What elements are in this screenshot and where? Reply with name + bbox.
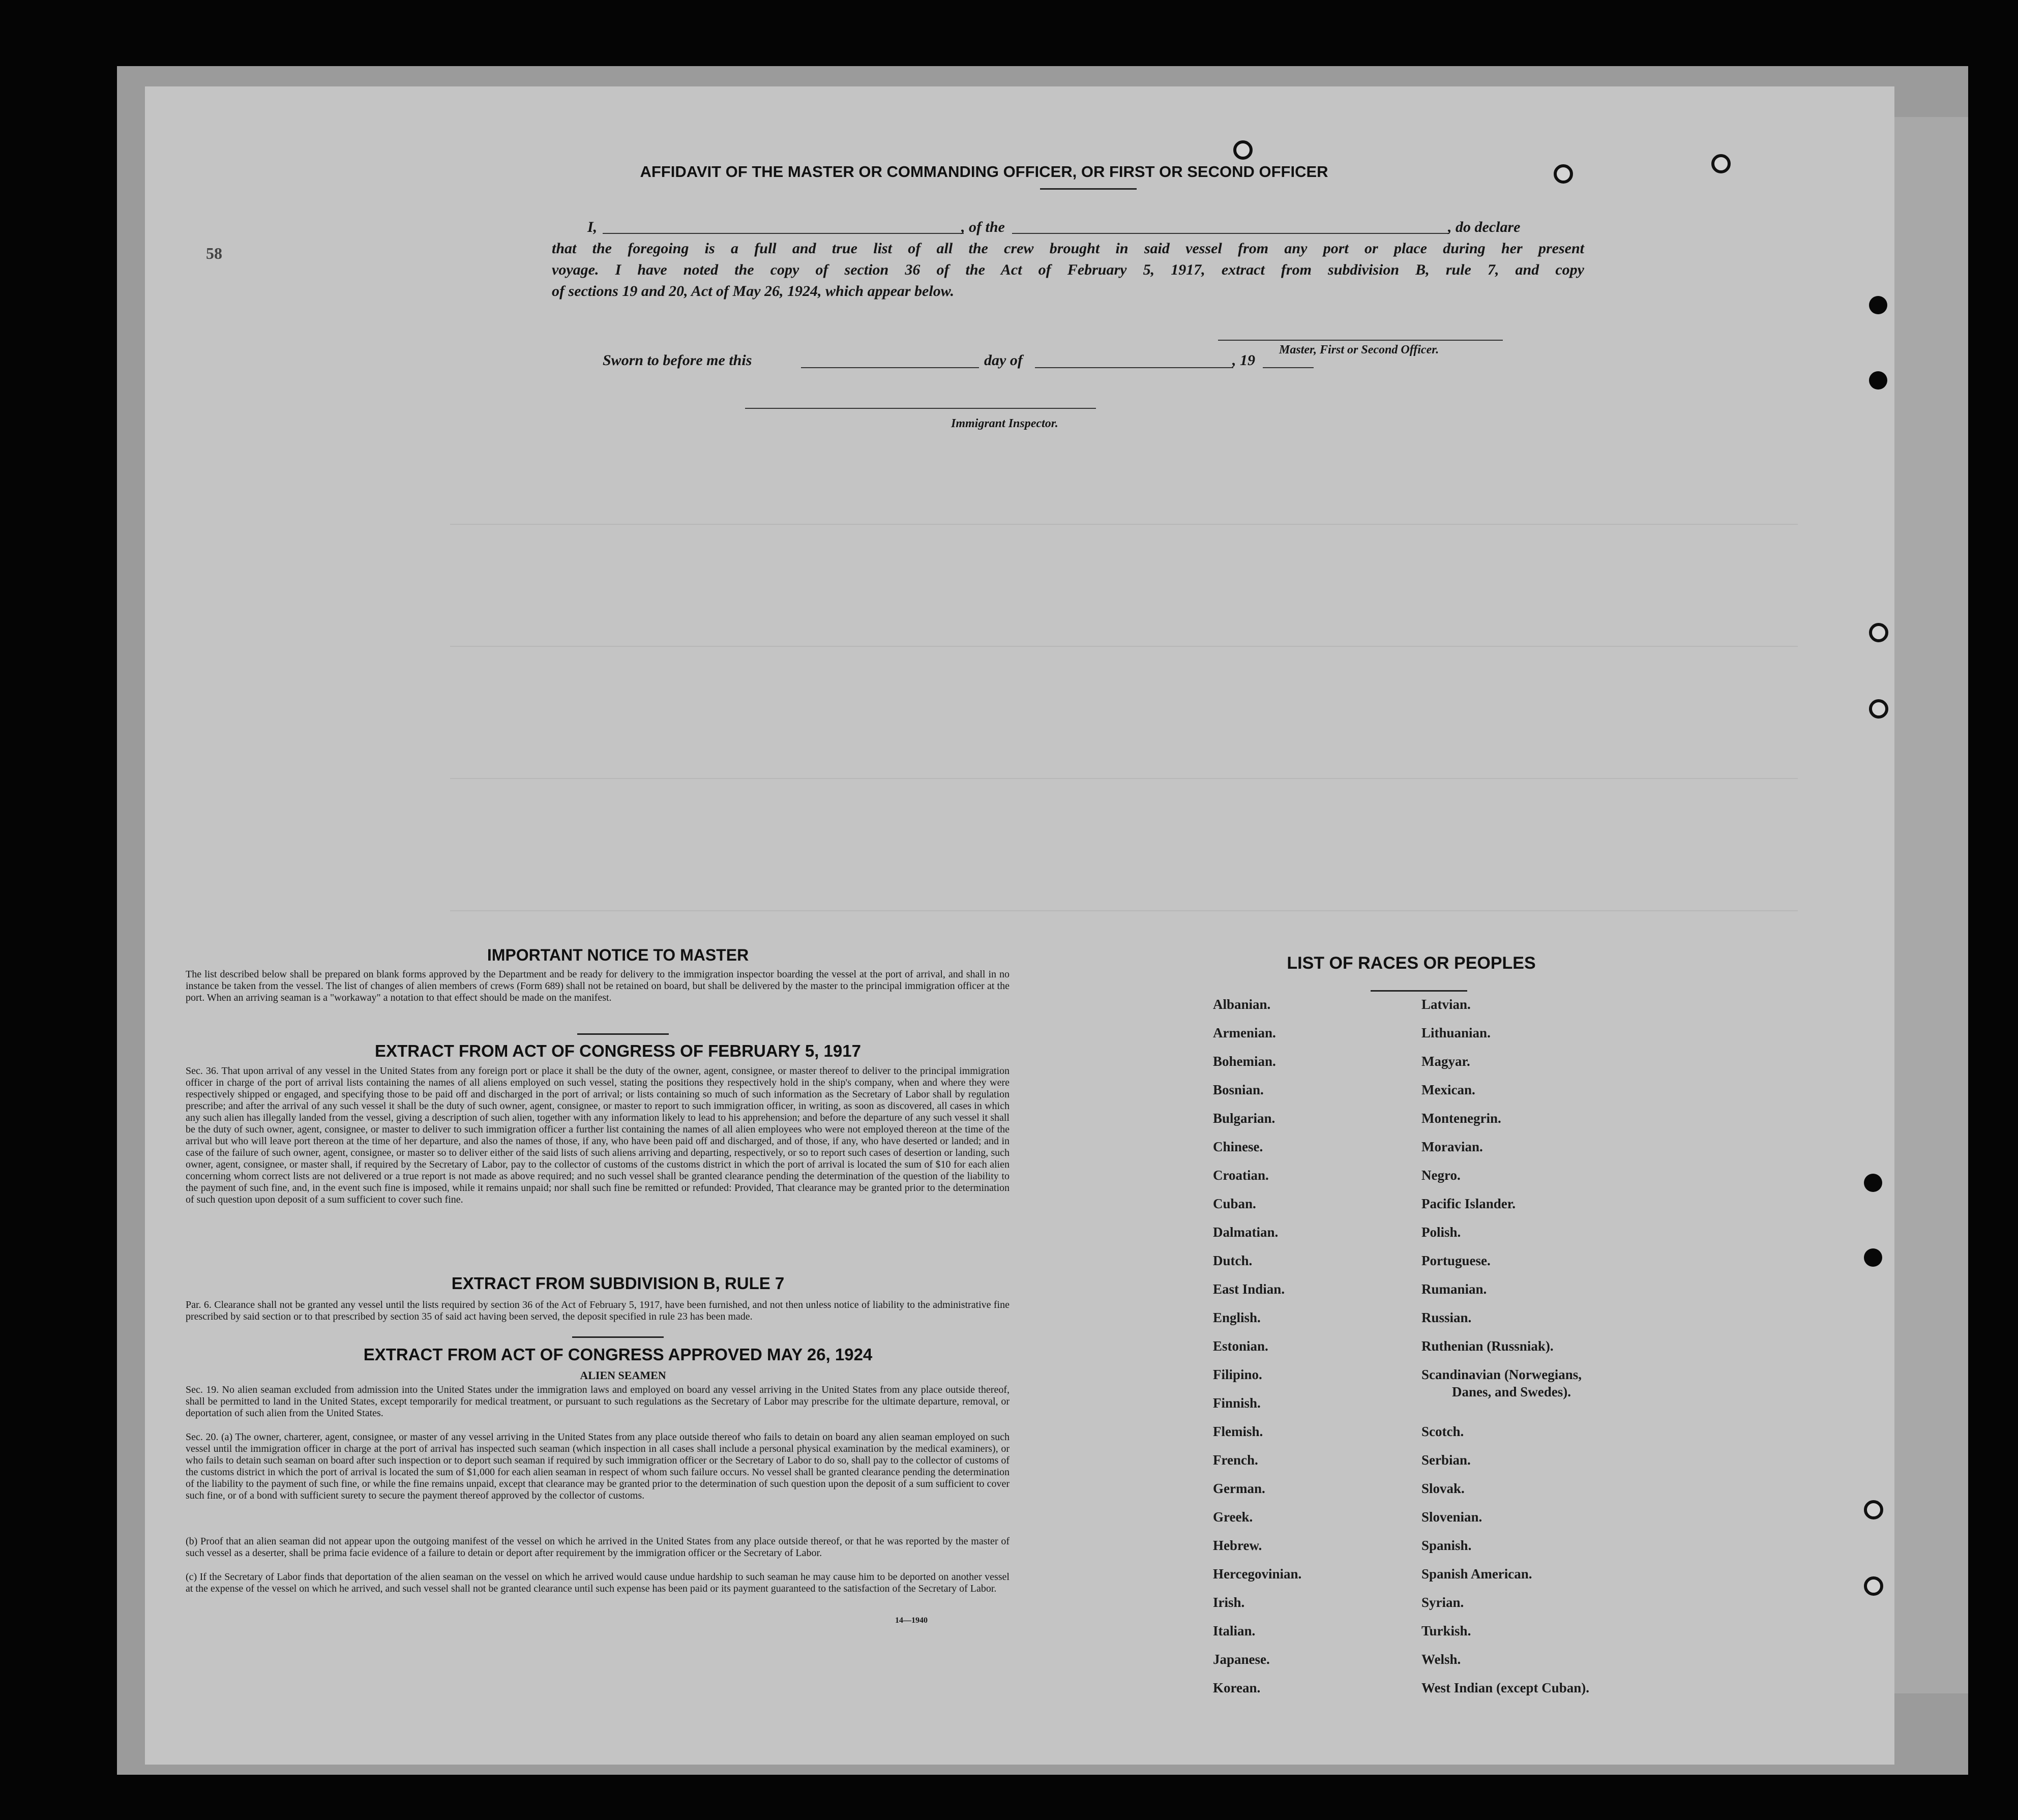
races-title: LIST OF RACES OR PEOPLES — [1287, 953, 1536, 973]
race-item: Pacific Islander. — [1421, 1196, 1516, 1211]
race-item: Scandinavian (Norwegians, — [1421, 1367, 1582, 1382]
punch-hole-icon — [1233, 140, 1253, 160]
extract-1924-sec19: Sec. 19. No alien seaman excluded from admission into the United States under the immigration laws and employed on board any vessel arriving in the United States from any place outside thereof, shall be permitted to land in the United States, except temporarily for medical treatment, or pursuant to such regulations as the Secretary of Labor may prescribe for the ultimate departure, removal, or deportation of such alien from the United States. — [186, 1384, 1010, 1419]
race-item: Hebrew. — [1213, 1538, 1262, 1553]
punch-hole-icon — [1869, 623, 1888, 642]
race-item: Slovenian. — [1421, 1509, 1482, 1525]
race-item: Irish. — [1213, 1595, 1245, 1610]
punch-hole-icon — [1554, 164, 1573, 184]
race-item: Spanish American. — [1421, 1566, 1532, 1582]
affidavit-line-3: voyage. I have noted the copy of section 36 of the Act of February 5, 1917, extract from subdivision B, rule 7, and copy — [552, 261, 1584, 278]
extract-1924-sec20a: Sec. 20. (a) The owner, charterer, agent, consignee, or master of any vessel arriving in the United States from any place outside thereof who fails to detain on board any alien seaman employed on such vessel until the immigration officer in charge at the port of arrival has inspected such seaman (which inspection in all cases shall include a personal physical examination by the medical examiners), or who fails to detain such seaman on board after such inspection or to deport such seaman if required by such immigration officer or the Secretary of Labor to do so, shall pay to the collector of customs of the customs district in which the port of arrival is located the sum of $1,000 for each alien seaman in respect of whom such failure occurs. No vessel shall be granted clearance pending the determination of the liability to the payment of such fine, or while the fine remains unpaid, except that clearance may be granted prior to the determination of such question upon the deposit of a sum sufficient to cover such fine, or of a bond with sufficient surety to secure the payment thereof approved by the collector of customs. — [186, 1431, 1010, 1501]
affidavit-title: AFFIDAVIT OF THE MASTER OR COMMANDING OFFICER, OR FIRST OR SECOND OFFICER — [640, 163, 1328, 181]
extract-1924-sec20c: (c) If the Secretary of Labor finds that deportation of the alien seaman on the vessel on which he arrived would cause undue hardship to such seaman he may cause him to be deported on another vessel at the expense of the vessel on which he arrived, and such vessel shall not be granted clearance until such expense has been paid or its payment guaranteed to the satisfaction of the Secretary of Labor. — [186, 1571, 1010, 1594]
do-declare-label: , do declare — [1448, 219, 1521, 235]
race-item: Hercegovinian. — [1213, 1566, 1302, 1582]
master-signature-line[interactable] — [1218, 340, 1503, 341]
show-through-area — [450, 493, 1823, 1002]
race-item: Korean. — [1213, 1680, 1261, 1695]
extract-1917-title: EXTRACT FROM ACT OF CONGRESS OF FEBRUARY 5, 1917 — [375, 1041, 861, 1060]
race-item: Japanese. — [1213, 1652, 1270, 1667]
day-of-label: day of — [984, 352, 1023, 369]
margin-mark: 58 — [206, 244, 222, 262]
race-item: Latvian. — [1421, 997, 1471, 1012]
extract-rule7-body: Par. 6. Clearance shall not be granted any vessel until the lists required by section 36 of the Act of February 5, 1917, have been furnished, and not then unless notice of liability to the administrative fine prescribed by said section or to that prescribed by section 35 of said act having been served, the deposit specified in rule 23 has been made. — [186, 1299, 1010, 1322]
race-item: Polish. — [1421, 1225, 1461, 1240]
affidavit-line-2: that the foregoing is a full and true list of all the crew brought in said vessel from any port or place during her present — [552, 240, 1584, 257]
sworn-day-blank[interactable] — [801, 367, 979, 368]
sworn-month-blank[interactable] — [1035, 367, 1233, 368]
extract-1924-subtitle: ALIEN SEAMEN — [580, 1369, 666, 1382]
race-item: Montenegrin. — [1421, 1111, 1501, 1126]
extract-1917-body: Sec. 36. That upon arrival of any vessel in the United States from any foreign port or place it shall be the duty of the owner, agent, consignee, or master thereof to deliver to the principal immigration officer in charge of the port of arrival lists containing the names of all aliens employed on such vessel, stating the positions they respectively hold in the ship's company, when and where they were respectively shipped or engaged, and specifying those to be paid off and discharged in the port of arrival; or lists containing so much of such information as the Secretary of Labor shall by regulation prescribe; and after the arrival of any such vessel it shall be the duty of such owner, agent, consignee, or master to report to such immigration officer, in writing, as soon as discovered, all cases in which any such alien has illegally landed from the vessel, giving a description of such alien, together with any information likely to lead to his apprehension; and before the departure of any such vessel it shall be the duty of such owner, agent, consignee, or master to deliver to such immigration officer a further list containing the names of all alien employees who were not employed thereon at the time of the arrival but who will leave port thereon at the time of her departure, and also the names of those, if any, who have been paid off and discharged, and of those, if any, who have deserted or landed; and in case of the failure of such owner, agent, consignee, or master so to deliver either of the said lists of such aliens arriving and departing, respectively, or so to report such cases of desertion or landing, such owner, agent, consignee, or master shall, if required by the Secretary of Labor, pay to the collector of customs of the customs district in which the port of arrival is located the sum of $10 for each alien concerning whom correct lists are not delivered or a true report is not made as above required; and no such vessel shall be granted clearance pending the determination of the question of the liability to the payment of such fine, and, in the event such fine is imposed, while it remains unpaid; nor shall such fine be remitted or refunded: Provided, That clearance may be granted prior to the determination of such question upon deposit of a sum sufficient to cover such fine. — [186, 1065, 1010, 1205]
race-item: Bulgarian. — [1213, 1111, 1275, 1126]
race-item: Albanian. — [1213, 997, 1271, 1012]
inspector-caption: Immigrant Inspector. — [951, 417, 1058, 430]
vessel-blank[interactable] — [1012, 233, 1449, 234]
notice-rule — [577, 1033, 669, 1035]
race-item: Cuban. — [1213, 1196, 1256, 1211]
extract-1924-sec20b: (b) Proof that an alien seaman did not appear upon the outgoing manifest of the vessel on which he arrived in the United States from any place outside thereof, or that he was reported by the master of such vessel as a deserter, shall be prima facie evidence of a failure to detain or deport after requirement by the immigration officer or the Secretary of Labor. — [186, 1536, 1010, 1559]
race-item: Bosnian. — [1213, 1082, 1264, 1097]
rule7-rule — [572, 1336, 664, 1338]
race-item: Lithuanian. — [1421, 1025, 1491, 1040]
race-item: East Indian. — [1213, 1281, 1285, 1297]
extract-rule7-title: EXTRACT FROM SUBDIVISION B, RULE 7 — [451, 1274, 785, 1293]
name-blank[interactable] — [603, 233, 964, 234]
sworn-year-blank[interactable] — [1263, 367, 1314, 368]
title-rule — [1040, 188, 1137, 190]
affidavit-i-label: I, — [587, 219, 598, 235]
race-item: Mexican. — [1421, 1082, 1475, 1097]
punch-hole-icon — [1864, 1174, 1882, 1192]
race-item: Welsh. — [1421, 1652, 1461, 1667]
race-item: Negro. — [1421, 1168, 1461, 1183]
race-item: Magyar. — [1421, 1054, 1470, 1069]
notice-body: The list described below shall be prepared on blank forms approved by the Department and be ready for delivery to the immigration inspector boarding the vessel at the port of arrival, and shall in no instance be taken from the vessel. The list of changes of alien members of crews (Form 689) shall not be retained on board, but shall be delivered by the master to the principal immigration officer at the port. When an arriving seaman is a "workaway" a notation to that effect should be made on the manifest. — [186, 969, 1010, 1003]
race-item: English. — [1213, 1310, 1261, 1325]
race-item: Filipino. — [1213, 1367, 1262, 1382]
race-item: Rumanian. — [1421, 1281, 1487, 1297]
race-item: Flemish. — [1213, 1424, 1263, 1439]
race-item: Spanish. — [1421, 1538, 1472, 1553]
document-page — [145, 86, 1894, 1765]
race-item: Slovak. — [1421, 1481, 1465, 1496]
form-number: 14—1940 — [895, 1616, 928, 1625]
race-item: Portuguese. — [1421, 1253, 1491, 1268]
race-item: Greek. — [1213, 1509, 1253, 1525]
punch-hole-icon — [1711, 154, 1731, 173]
punch-hole-icon — [1869, 296, 1887, 314]
punch-hole-icon — [1869, 371, 1887, 390]
race-item: Armenian. — [1213, 1025, 1276, 1040]
race-item: Scotch. — [1421, 1424, 1464, 1439]
race-item: Turkish. — [1421, 1623, 1471, 1638]
punch-hole-icon — [1864, 1500, 1883, 1519]
race-item: French. — [1213, 1452, 1258, 1468]
sworn-label: Sworn to before me this — [603, 352, 752, 369]
race-item: Italian. — [1213, 1623, 1256, 1638]
of-the-label: , of the — [961, 219, 1005, 235]
race-item: German. — [1213, 1481, 1265, 1496]
race-item: Russian. — [1421, 1310, 1472, 1325]
punch-hole-icon — [1864, 1248, 1882, 1267]
race-item: Chinese. — [1213, 1139, 1263, 1154]
race-item-continuation: Danes, and Swedes). — [1452, 1384, 1571, 1399]
affidavit-line-4: of sections 19 and 20, Act of May 26, 1924, which appear below. — [552, 283, 955, 300]
race-item: Syrian. — [1421, 1595, 1464, 1610]
notice-title: IMPORTANT NOTICE TO MASTER — [487, 946, 749, 964]
punch-hole-icon — [1869, 699, 1888, 719]
race-item: Dalmatian. — [1213, 1225, 1279, 1240]
races-rule — [1371, 990, 1467, 992]
extract-1924-title: EXTRACT FROM ACT OF CONGRESS APPROVED MAY 26, 1924 — [363, 1345, 873, 1364]
master-signature-caption: Master, First or Second Officer. — [1279, 343, 1439, 356]
inspector-signature-line[interactable] — [745, 408, 1096, 409]
race-item: West Indian (except Cuban). — [1421, 1680, 1590, 1695]
year-prefix: , 19 — [1232, 352, 1255, 369]
race-item: Ruthenian (Russniak). — [1421, 1338, 1554, 1354]
race-item: Bohemian. — [1213, 1054, 1276, 1069]
race-item: Serbian. — [1421, 1452, 1471, 1468]
race-item: Estonian. — [1213, 1338, 1268, 1354]
race-item: Finnish. — [1213, 1395, 1261, 1411]
race-item: Croatian. — [1213, 1168, 1269, 1183]
race-item: Moravian. — [1421, 1139, 1483, 1154]
punch-hole-icon — [1864, 1576, 1883, 1596]
race-item: Dutch. — [1213, 1253, 1253, 1268]
